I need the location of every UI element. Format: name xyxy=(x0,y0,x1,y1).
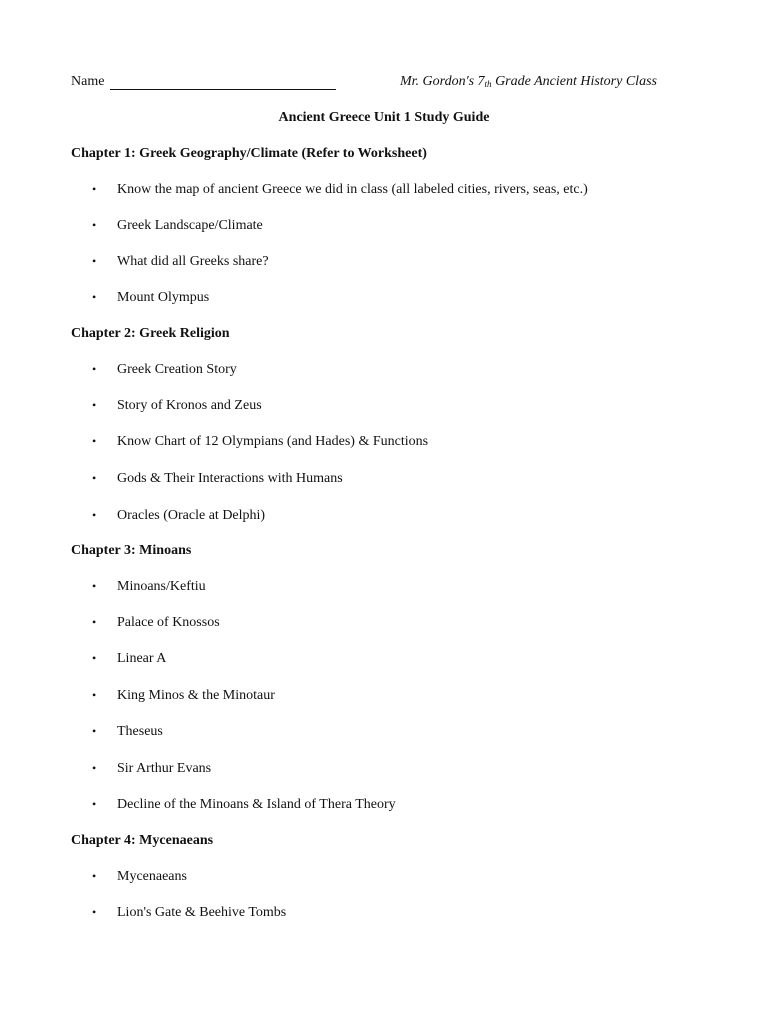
list-item xyxy=(92,254,269,270)
list-item xyxy=(92,797,396,813)
list-item-text: Decline of the Minoans & Island of Thera Theory xyxy=(117,797,396,812)
class-label-prefix: Mr. Gordon's 7 xyxy=(400,74,485,89)
chapter-heading: Chapter 3: Minoans xyxy=(71,543,192,558)
list-item-text: Mycenaeans xyxy=(117,869,187,884)
list-item-text: Greek Landscape/Climate xyxy=(117,218,263,233)
list-item-text: Theseus xyxy=(117,724,163,739)
class-label-superscript: th xyxy=(484,79,492,89)
list-item xyxy=(92,615,220,631)
list-item-text: King Minos & the Minotaur xyxy=(117,688,275,703)
bullet-icon: • xyxy=(92,471,97,485)
chapter-heading: Chapter 1: Greek Geography/Climate (Refer to Worksheet) xyxy=(71,146,427,161)
header-row xyxy=(71,74,691,94)
list-item xyxy=(92,761,211,777)
bullet-icon: • xyxy=(92,398,97,412)
bullet-icon: • xyxy=(92,905,97,919)
bullet-icon: • xyxy=(92,434,97,448)
list-item xyxy=(92,651,166,667)
bullet-icon: • xyxy=(92,615,97,629)
list-item-text: Palace of Knossos xyxy=(117,615,220,630)
name-label: Name xyxy=(71,74,105,89)
list-item-text: Oracles (Oracle at Delphi) xyxy=(117,508,266,523)
list-item xyxy=(92,290,209,306)
list-item-text: Sir Arthur Evans xyxy=(117,761,212,776)
bullet-icon: • xyxy=(92,579,97,593)
page-title: Ancient Greece Unit 1 Study Guide xyxy=(278,110,490,125)
list-item-text: Minoans/Keftiu xyxy=(117,579,206,594)
list-item-text: Lion's Gate & Beehive Tombs xyxy=(117,905,287,920)
bullet-icon: • xyxy=(92,182,97,196)
bullet-icon: • xyxy=(92,254,97,268)
bullet-icon: • xyxy=(92,508,97,522)
class-label xyxy=(400,74,657,90)
list-item-text: Linear A xyxy=(117,651,167,666)
list-item xyxy=(92,688,275,704)
list-item xyxy=(92,218,263,234)
list-item xyxy=(92,905,286,921)
list-item xyxy=(92,398,262,414)
list-item xyxy=(92,508,265,524)
bullet-icon: • xyxy=(92,290,97,304)
list-item-text: Greek Creation Story xyxy=(117,362,237,377)
bullet-icon: • xyxy=(92,688,97,702)
list-item xyxy=(92,869,187,885)
list-item xyxy=(92,579,206,595)
bullet-icon: • xyxy=(92,761,97,775)
bullet-icon: • xyxy=(92,797,97,811)
list-item xyxy=(92,434,428,450)
list-item-text: Mount Olympus xyxy=(117,290,210,305)
list-item-text: Story of Kronos and Zeus xyxy=(117,398,262,413)
name-blank-line xyxy=(110,89,336,90)
chapter-heading: Chapter 4: Mycenaeans xyxy=(71,833,214,848)
list-item xyxy=(92,362,237,378)
list-item xyxy=(92,182,588,198)
list-item-text: What did all Greeks share? xyxy=(117,254,269,269)
list-item-text: Gods & Their Interactions with Humans xyxy=(117,471,343,486)
bullet-icon: • xyxy=(92,651,97,665)
bullet-icon: • xyxy=(92,869,97,883)
list-item-text: Know Chart of 12 Olympians (and Hades) & Functions xyxy=(117,434,429,449)
list-item-text: Know the map of ancient Greece we did in class (all labeled cities, rivers, seas, etc.) xyxy=(117,182,588,197)
list-item xyxy=(92,471,343,487)
chapter-heading: Chapter 2: Greek Religion xyxy=(71,326,230,341)
bullet-icon: • xyxy=(92,218,97,232)
bullet-icon: • xyxy=(92,362,97,376)
list-item xyxy=(92,724,163,740)
class-label-suffix: Grade Ancient History Class xyxy=(491,74,657,89)
bullet-icon: • xyxy=(92,724,97,738)
